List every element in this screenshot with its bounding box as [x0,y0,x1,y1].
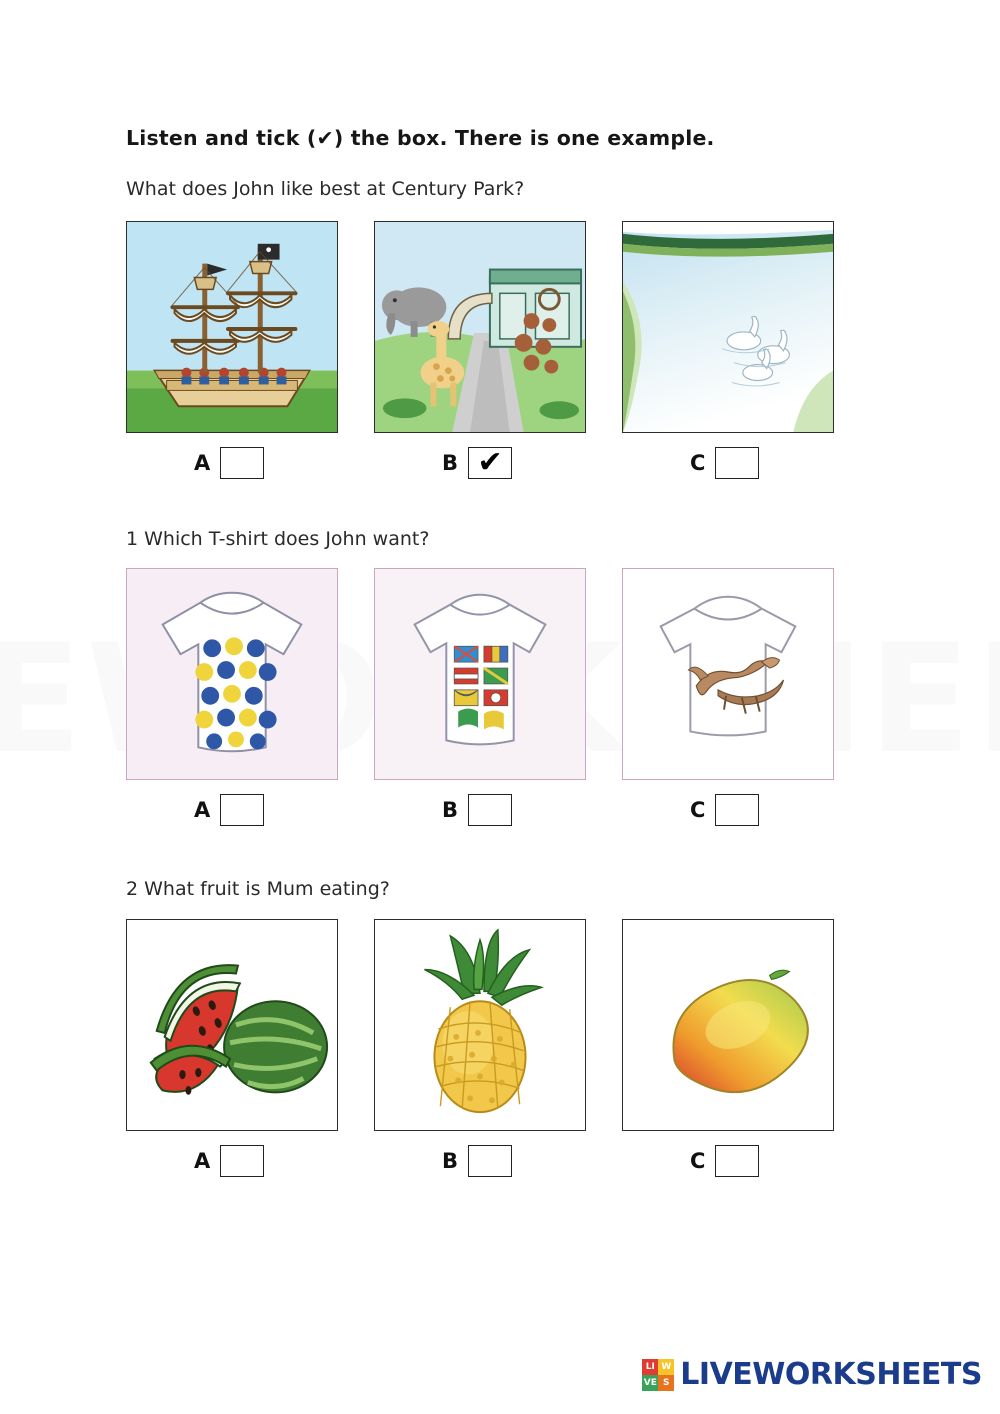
spotted-tshirt-picture[interactable] [126,568,338,780]
option-letter: B [442,798,459,822]
tick-box[interactable] [468,794,512,826]
option-2-b[interactable] [374,919,622,1177]
question-prompt-example: What does John like best at Century Park? [126,178,525,200]
pineapple-picture[interactable] [374,919,586,1131]
answer-line-example-b [374,447,622,479]
option-letter: A [194,451,211,475]
tick-mark [221,448,263,478]
option-letter: C [690,1149,706,1173]
liveworksheets-logo[interactable] [642,1357,982,1392]
pineapple-illustration [375,920,585,1130]
option-letter: A [194,1149,211,1173]
instruction-heading: Listen and tick (✔) the box. There is one example. [126,126,715,150]
pirate-ship-picture[interactable] [126,221,338,433]
option-example-a[interactable] [126,221,374,479]
tick-mark [469,1146,511,1176]
tick-box[interactable] [715,447,759,479]
option-example-b[interactable] [374,221,622,479]
tick-mark [469,795,511,825]
tick-mark [221,1146,263,1176]
option-1-b[interactable] [374,568,622,826]
logo-square-li: LI [642,1359,658,1375]
option-1-c[interactable] [622,568,870,826]
answer-line-example-a [126,447,374,479]
option-letter: B [442,451,459,475]
dinosaur-tshirt-illustration [623,569,833,779]
answer-line-2-a [126,1145,374,1177]
option-letter: C [690,451,706,475]
logo-square-w: W [658,1359,674,1375]
answer-line-2-b [374,1145,622,1177]
tick-mark [716,448,758,478]
logo-squares-icon [642,1359,674,1391]
question-prompt-1: 1 Which T-shirt does John want? [126,528,430,550]
tick-box[interactable] [468,447,512,479]
mango-illustration [623,920,833,1130]
question-prompt-2: 2 What fruit is Mum eating? [126,878,390,900]
mango-picture[interactable] [622,919,834,1131]
logo-square-s: S [658,1375,674,1391]
tick-mark [221,795,263,825]
answer-line-1-b [374,794,622,826]
watermelon-illustration [127,920,337,1130]
option-1-a[interactable] [126,568,374,826]
tick-box[interactable] [715,794,759,826]
tick-mark [716,795,758,825]
option-letter: C [690,798,706,822]
answer-line-2-c [622,1145,870,1177]
tick-mark: ✔ [477,445,503,480]
answer-line-example-c [622,447,870,479]
answer-line-1-c [622,794,870,826]
tick-box[interactable] [220,1145,264,1177]
watermelon-picture[interactable] [126,919,338,1131]
tick-box[interactable] [715,1145,759,1177]
pirate-ship-illustration [127,222,337,432]
zoo-illustration [375,222,585,432]
option-2-c[interactable] [622,919,870,1177]
lake-with-swans-picture[interactable] [622,221,834,433]
option-letter: A [194,798,211,822]
answer-line-1-a [126,794,374,826]
option-example-c[interactable] [622,221,870,479]
logo-square-ve: VE [642,1375,658,1391]
logo-brand-text: LIVEWORKSHEETS [680,1357,982,1392]
dinosaur-tshirt-picture[interactable] [622,568,834,780]
option-letter: B [442,1149,459,1173]
tick-box[interactable] [220,794,264,826]
zoo-picture[interactable] [374,221,586,433]
tick-box[interactable] [468,1145,512,1177]
spotted-tshirt-illustration [127,569,337,779]
tick-mark [716,1146,758,1176]
lake-swans-illustration [623,222,833,432]
tick-box[interactable] [220,447,264,479]
option-2-a[interactable] [126,919,374,1177]
flags-tshirt-picture[interactable] [374,568,586,780]
flags-tshirt-illustration [375,569,585,779]
